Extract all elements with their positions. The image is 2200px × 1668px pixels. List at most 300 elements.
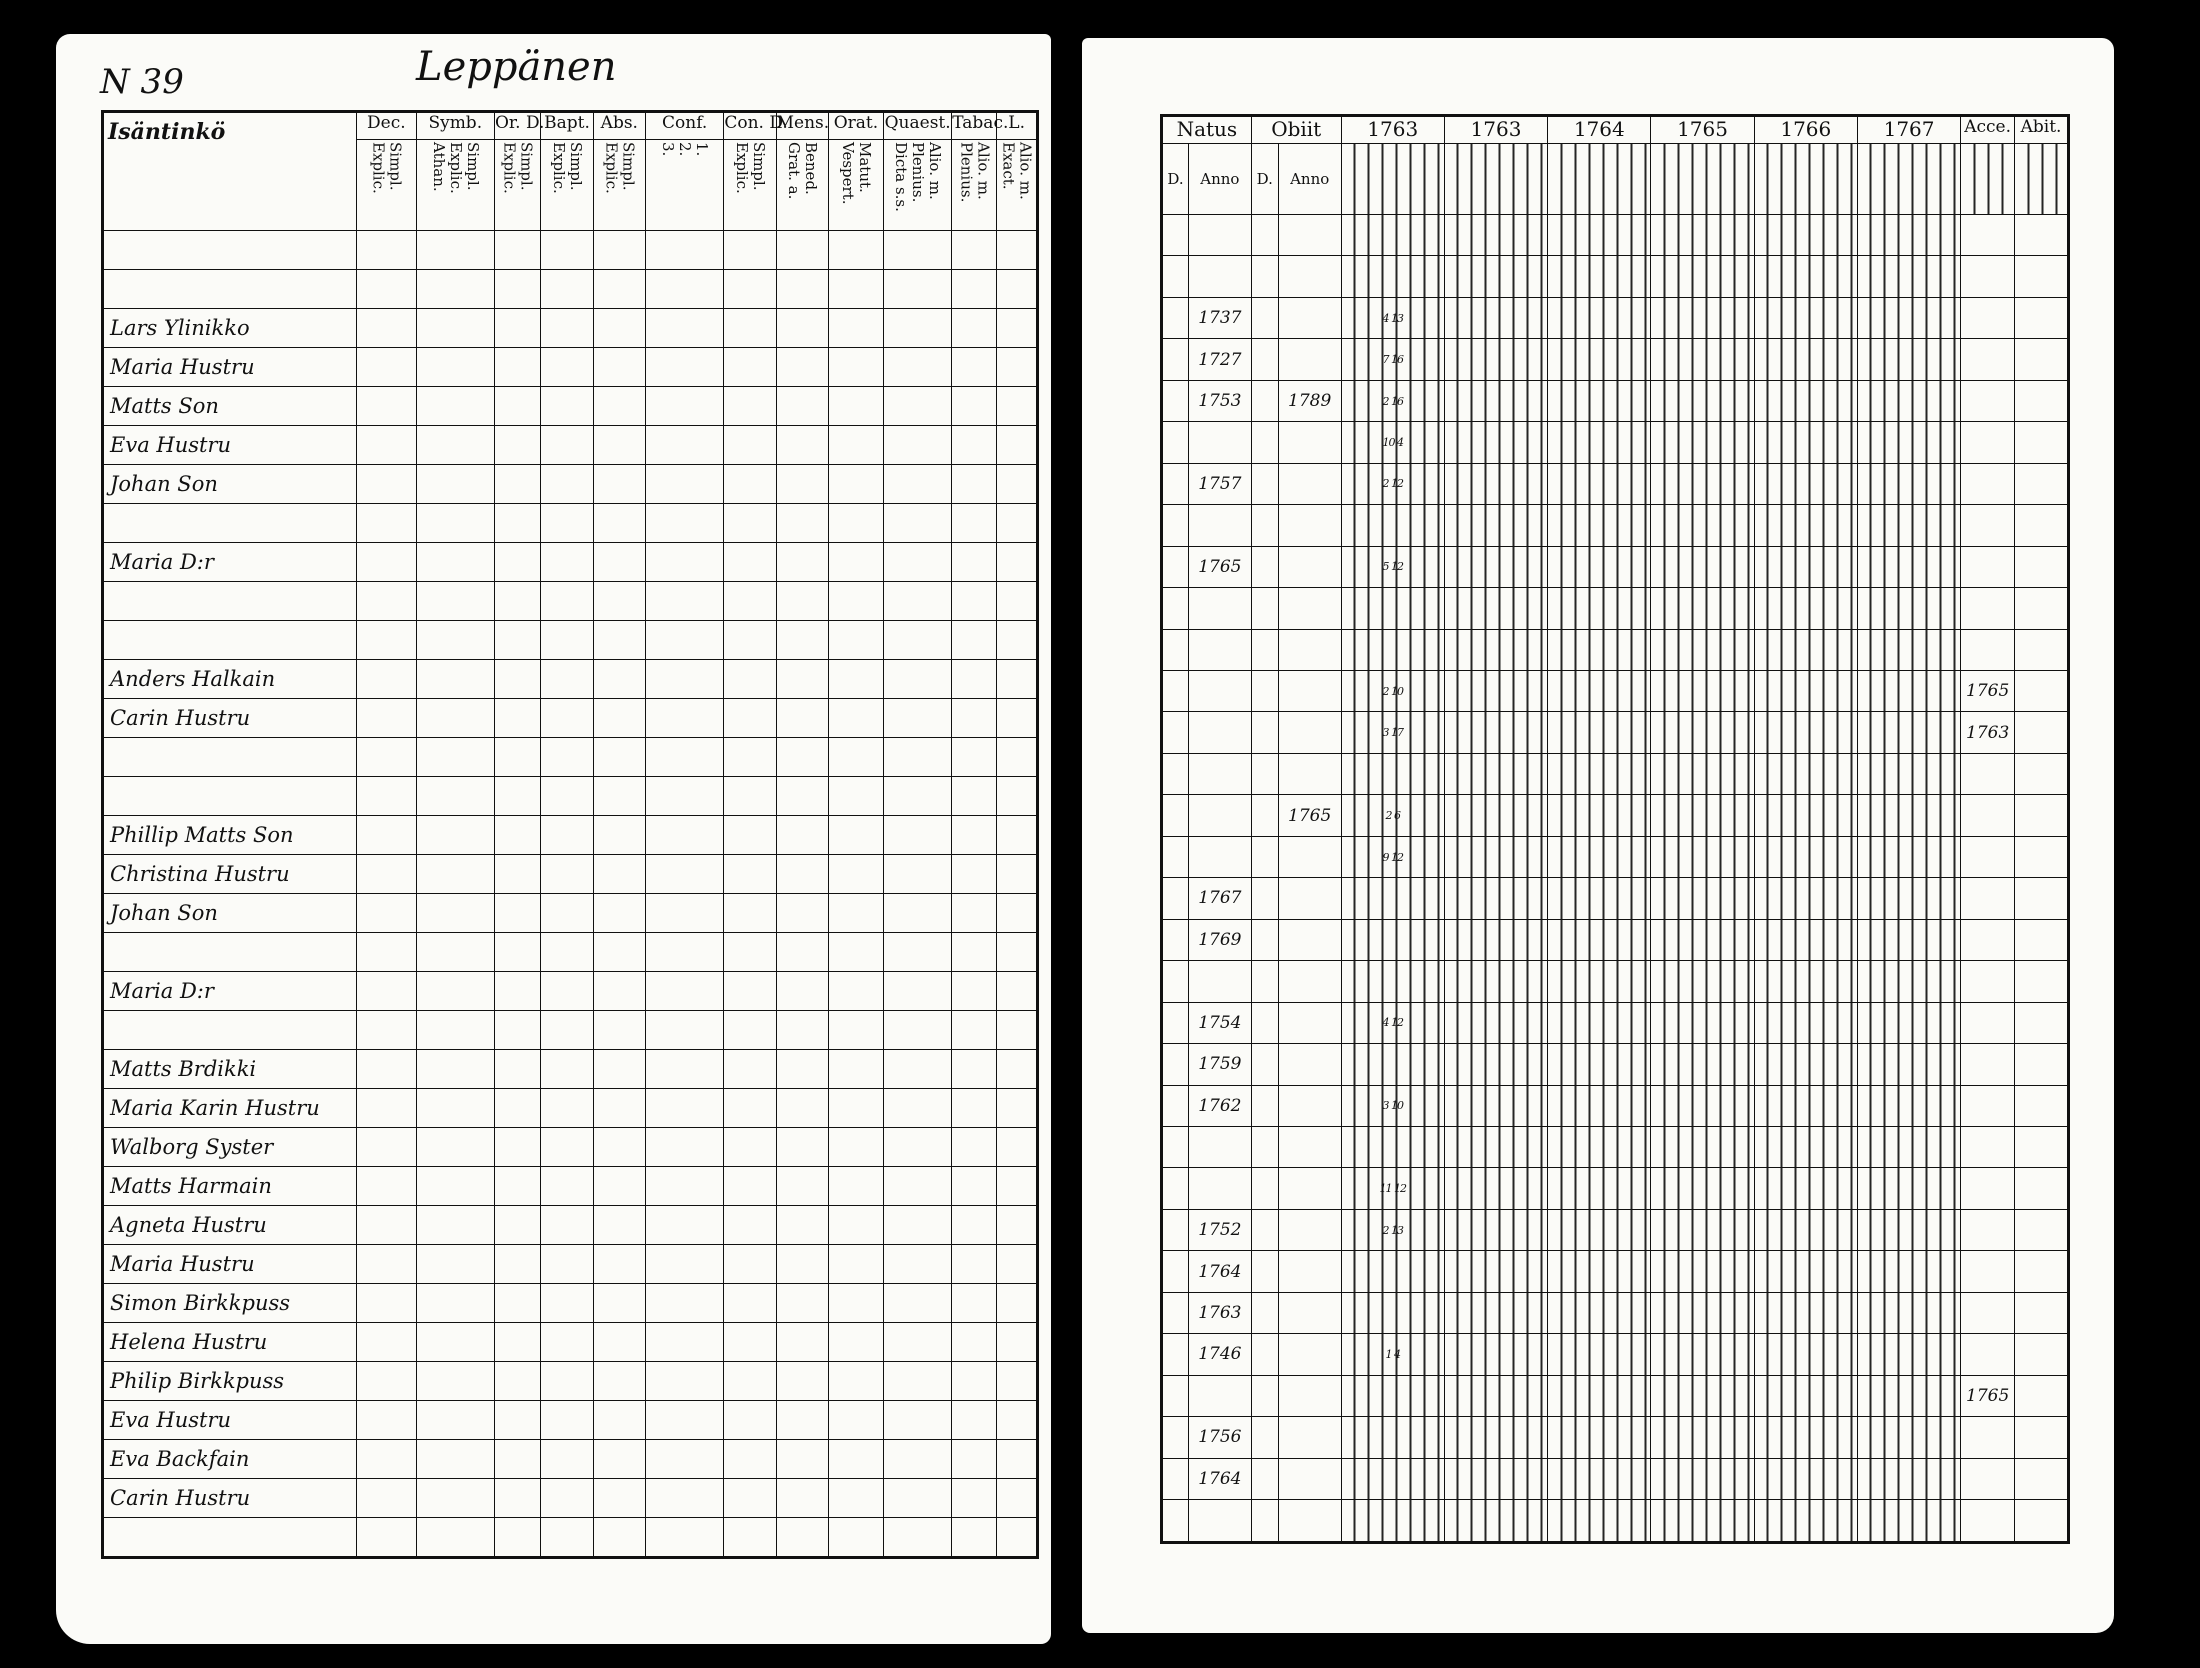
column-subheaders-2: [494, 140, 540, 231]
obiit-day-cell: [1251, 712, 1278, 753]
year-tally-cell: [1341, 1500, 1444, 1543]
tally-cell: [494, 894, 540, 933]
tally-cell: [828, 972, 883, 1011]
abiit-cell: [2015, 215, 2069, 256]
tally-cell: [416, 1050, 494, 1089]
person-name: [103, 1011, 357, 1050]
tally-cell: [593, 894, 645, 933]
tally-cell: [357, 1206, 417, 1245]
register-row: [1162, 919, 2069, 960]
abiit-cell: [2015, 961, 2069, 1002]
parish-title: Leppänen: [416, 44, 617, 90]
tally-cell: [828, 660, 883, 699]
tally-cell: [593, 1362, 645, 1401]
tally-cell: [541, 1284, 593, 1323]
person-name: Eva Backfain: [103, 1440, 357, 1479]
obiit-year-cell: 1765: [1278, 795, 1341, 836]
subheader-label: 3.: [659, 142, 678, 157]
column-header-4: Abs.: [593, 112, 645, 140]
tally-cell: [724, 855, 776, 894]
tally-cell: [541, 1206, 593, 1245]
obiit-day-cell: [1251, 1251, 1278, 1292]
person-name: Matts Brdikki: [103, 1050, 357, 1089]
tally-cell: [724, 621, 776, 660]
tally-cell: [416, 426, 494, 465]
year-tally-cell: [1548, 878, 1651, 919]
person-name: Helena Hustru: [103, 1323, 357, 1362]
tally-cell: [997, 582, 1038, 621]
subheader-label: Simpl.: [567, 142, 586, 191]
register-row: [103, 1479, 1038, 1518]
tally-cell: [494, 816, 540, 855]
year-tally-cell: [1341, 505, 1444, 546]
year-tally-cell: [1754, 505, 1857, 546]
obiit-year-cell: [1278, 836, 1341, 877]
tally-cell: [884, 816, 952, 855]
year-tally-cell: [1754, 1209, 1857, 1250]
tally-cell: [645, 699, 723, 738]
tally-cell: [952, 933, 997, 972]
tally-cell: [776, 1323, 828, 1362]
tally-cell: [593, 1401, 645, 1440]
obiit-year-cell: [1278, 1375, 1341, 1416]
tally-cell: [997, 1401, 1038, 1440]
abiit-cell: [2015, 256, 2069, 297]
column-header-0: Dec.: [357, 112, 417, 140]
year-tally-cell: [1548, 795, 1651, 836]
obiit-year-cell: [1278, 505, 1341, 546]
tally-cell: [541, 543, 593, 582]
tally-cell: [494, 738, 540, 777]
natus-day-cell: [1162, 1417, 1189, 1458]
obiit-day-cell: [1251, 753, 1278, 794]
register-row: [103, 270, 1038, 309]
tally-cell: [416, 699, 494, 738]
tally-cell: [494, 1089, 540, 1128]
year-tally-cell: [1341, 919, 1444, 960]
register-row: [1162, 339, 2069, 380]
folio-number: N 39: [100, 62, 184, 102]
subheader-label: Plenius.: [909, 142, 928, 203]
year-tally-cell: [1754, 1375, 1857, 1416]
abiit-cell: [2015, 753, 2069, 794]
accessit-header: Acce.: [1961, 116, 2015, 144]
tally-cell: [645, 543, 723, 582]
tally-cell: [952, 426, 997, 465]
tally-cell: [724, 1440, 776, 1479]
year-tally-cell: [1651, 422, 1754, 463]
tally-cell: [645, 348, 723, 387]
natus-year-cell: 1763: [1188, 1292, 1251, 1333]
tally-cell: [828, 1518, 883, 1558]
year-tally-cell: [1651, 836, 1754, 877]
subheader-label: Simpl.: [463, 142, 482, 191]
tally-cell: [952, 1206, 997, 1245]
accessit-cell: [1961, 1251, 2015, 1292]
tally-cell: [828, 621, 883, 660]
year-tally-cell: [1548, 1126, 1651, 1167]
tally-cell: [828, 699, 883, 738]
tally-cell: [645, 1362, 723, 1401]
natus-day-cell: [1162, 1002, 1189, 1043]
year-tally-cell: [1548, 1251, 1651, 1292]
natus-day-cell: [1162, 1500, 1189, 1543]
tally-cell: [828, 1128, 883, 1167]
tally-cell: [724, 894, 776, 933]
tally-cell: [724, 1206, 776, 1245]
tally-cell: [828, 1362, 883, 1401]
tally-cell: [416, 1167, 494, 1206]
obiit-year-cell: [1278, 753, 1341, 794]
obiit-day-cell: [1251, 670, 1278, 711]
year-tally-cell: [1857, 1251, 1960, 1292]
tally-cell: [494, 621, 540, 660]
abiit-cell: [2015, 1417, 2069, 1458]
tally-cell: [776, 270, 828, 309]
year-tally-cell: [1754, 1168, 1857, 1209]
tally-cell: [494, 465, 540, 504]
tally-cell: [952, 309, 997, 348]
register-row: [1162, 1044, 2069, 1085]
subheader-label: Explic.: [602, 142, 621, 194]
tally-cell: [357, 933, 417, 972]
tally-cell: [541, 777, 593, 816]
year-subcolumns: [1961, 144, 2015, 215]
obiit-day-cell: [1251, 215, 1278, 256]
obiit-year-cell: [1278, 712, 1341, 753]
year-tally-cell: [1444, 629, 1547, 670]
tally-cell: [724, 1089, 776, 1128]
tally-cell: [776, 504, 828, 543]
tally-cell: [997, 699, 1038, 738]
person-name: Carin Hustru: [103, 1479, 357, 1518]
register-row: [1162, 1292, 2069, 1333]
tally-cell: [776, 582, 828, 621]
accessit-cell: [1961, 256, 2015, 297]
tally-cell: [645, 582, 723, 621]
obiit-year-cell: [1278, 463, 1341, 504]
register-row: [103, 1050, 1038, 1089]
accessit-cell: [1961, 463, 2015, 504]
tally-cell: [884, 1284, 952, 1323]
natus-day-cell: [1162, 1334, 1189, 1375]
abiit-cell: [2015, 1168, 2069, 1209]
register-row: [1162, 1085, 2069, 1126]
register-row: [103, 387, 1038, 426]
year-tally-cell: [1857, 1002, 1960, 1043]
register-row: [1162, 1251, 2069, 1292]
year-tally-cell: [1341, 753, 1444, 794]
tally-cell: [357, 1128, 417, 1167]
year-tally-cell: [1651, 463, 1754, 504]
year-tally-cell: [1651, 1334, 1754, 1375]
tally-cell: [952, 972, 997, 1011]
tally-cell: [952, 1284, 997, 1323]
register-row: [1162, 422, 2069, 463]
year-tally-cell: [1548, 256, 1651, 297]
year-tally-cell: [1444, 961, 1547, 1002]
tally-cell: [645, 1128, 723, 1167]
tally-cell: [541, 972, 593, 1011]
tally-cell: [884, 1401, 952, 1440]
tally-cell: [645, 1011, 723, 1050]
register-row: [103, 972, 1038, 1011]
tally-cell: [416, 1323, 494, 1362]
tally-cell: [952, 894, 997, 933]
tally-cell: [997, 309, 1038, 348]
abiit-cell: [2015, 836, 2069, 877]
year-tally-cell: [1754, 629, 1857, 670]
year-tally-cell: [1548, 836, 1651, 877]
tally-cell: [494, 348, 540, 387]
subheader-label: Dicta s.s.: [892, 142, 911, 212]
tally-cell: [724, 1362, 776, 1401]
obiit-day-cell: [1251, 1002, 1278, 1043]
tally-cell: [645, 855, 723, 894]
year-tally-cell: [1857, 1500, 1960, 1543]
tally-cell: [884, 1011, 952, 1050]
tally-cell: [416, 504, 494, 543]
tally-cell: [884, 660, 952, 699]
tally-cell: [494, 1050, 540, 1089]
year-tally-cell: [1548, 297, 1651, 338]
tally-cell: [884, 855, 952, 894]
year-tally-cell: [1651, 1044, 1754, 1085]
year-tally-cell: [1548, 1334, 1651, 1375]
year-tally-cell: [1651, 1500, 1754, 1543]
accessit-cell: 1765: [1961, 670, 2015, 711]
register-row: [1162, 215, 2069, 256]
register-row: [103, 465, 1038, 504]
tally-cell: [645, 387, 723, 426]
tally-cell: [776, 1128, 828, 1167]
obiit-year-cell: [1278, 878, 1341, 919]
tally-cell: [724, 738, 776, 777]
year-tally-cell: [1651, 505, 1754, 546]
tally-cell: [416, 621, 494, 660]
obiit-day-cell: [1251, 919, 1278, 960]
tally-cell: [593, 231, 645, 270]
tally-cell: [724, 582, 776, 621]
accessit-cell: [1961, 1292, 2015, 1333]
tally-cell: [416, 1362, 494, 1401]
tally-cell: [593, 543, 645, 582]
subheader-label: Explic.: [369, 142, 388, 194]
left-register-table: [101, 110, 1039, 1559]
year-tally-cell: [1754, 1002, 1857, 1043]
natus-day-cell: [1162, 1458, 1189, 1499]
year-tally-cell: [1651, 878, 1754, 919]
person-name: Christina Hustru: [103, 855, 357, 894]
tally-cell: [416, 387, 494, 426]
accessit-cell: [1961, 588, 2015, 629]
register-row: [1162, 546, 2069, 587]
tally-cell: [541, 1362, 593, 1401]
register-row: [1162, 1126, 2069, 1167]
tally-cell: [952, 1518, 997, 1558]
tally-cell: [541, 1518, 593, 1558]
person-name: Maria Karin Hustru: [103, 1089, 357, 1128]
tally-cell: [494, 504, 540, 543]
year-tally-cell: [1651, 1209, 1754, 1250]
tally-cell: [776, 972, 828, 1011]
column-header-7: Mens.: [776, 112, 828, 140]
tally-cell: [952, 543, 997, 582]
column-subheaders-1: [416, 140, 494, 231]
accessit-cell: [1961, 1209, 2015, 1250]
tally-cell: [828, 348, 883, 387]
natus-year-cell: [1188, 629, 1251, 670]
person-name: Maria D:r: [103, 543, 357, 582]
tally-cell: [828, 270, 883, 309]
year-tally-cell: [1754, 795, 1857, 836]
tally-cell: [776, 1245, 828, 1284]
tally-cell: [357, 777, 417, 816]
tally-cell: [494, 543, 540, 582]
column-header-2: Or. D.: [494, 112, 540, 140]
tally-cell: [884, 1245, 952, 1284]
tally-cell: [494, 1440, 540, 1479]
year-tally-cell: [1754, 836, 1857, 877]
tally-cell: [357, 504, 417, 543]
natus-day-cell: [1162, 546, 1189, 587]
obiit-header: Obiit: [1251, 116, 1341, 144]
year-tally-cell: 10 4: [1341, 422, 1444, 463]
tally-cell: [593, 387, 645, 426]
year-tally-cell: [1444, 1458, 1547, 1499]
tally-cell: [357, 1479, 417, 1518]
tally-cell: [997, 1362, 1038, 1401]
register-row: [103, 1128, 1038, 1167]
tally-cell: [724, 1479, 776, 1518]
tally-cell: [357, 1167, 417, 1206]
left-register-page: [56, 34, 1051, 1644]
person-name: Johan Son: [103, 465, 357, 504]
natus-day-cell: [1162, 1168, 1189, 1209]
tally-cell: [776, 1050, 828, 1089]
abiit-cell: [2015, 380, 2069, 421]
tally-cell: [724, 1401, 776, 1440]
natus-year-cell: [1188, 795, 1251, 836]
tally-cell: [357, 660, 417, 699]
subheader-label: Alio. m.: [926, 142, 945, 200]
accessit-cell: [1961, 505, 2015, 546]
tally-cell: [952, 1089, 997, 1128]
subheader-label: Alio. m.: [974, 142, 993, 200]
tally-cell: [416, 543, 494, 582]
year-tally-cell: [1444, 1417, 1547, 1458]
year-tally-cell: [1754, 1044, 1857, 1085]
tally-cell: [645, 972, 723, 1011]
tally-cell: [884, 972, 952, 1011]
year-tally-cell: 4 13: [1341, 297, 1444, 338]
year-tally-cell: [1651, 215, 1754, 256]
obiit-year-cell: [1278, 1334, 1341, 1375]
natus-day-cell: [1162, 339, 1189, 380]
tally-cell: [416, 582, 494, 621]
year-tally-cell: [1857, 1334, 1960, 1375]
tally-cell: [997, 1050, 1038, 1089]
tally-cell: [645, 426, 723, 465]
tally-cell: [776, 1284, 828, 1323]
year-header-4: 1766: [1754, 116, 1857, 144]
register-row: [103, 543, 1038, 582]
year-tally-cell: [1754, 712, 1857, 753]
accessit-cell: [1961, 1085, 2015, 1126]
year-tally-cell: [1651, 753, 1754, 794]
person-name: Simon Birkkpuss: [103, 1284, 357, 1323]
register-row: [103, 738, 1038, 777]
subheader-label: Grat. a.: [785, 142, 804, 200]
tally-cell: [997, 1128, 1038, 1167]
register-row: [1162, 1417, 2069, 1458]
tally-cell: [416, 894, 494, 933]
register-row: [1162, 505, 2069, 546]
natus-day-cell: [1162, 1209, 1189, 1250]
obiit-day-cell: [1251, 1375, 1278, 1416]
tally-cell: [952, 1479, 997, 1518]
tally-cell: [593, 1518, 645, 1558]
tally-cell: [828, 231, 883, 270]
tally-cell: [416, 348, 494, 387]
obiit-day-cell: [1251, 1334, 1278, 1375]
tally-cell: [357, 1284, 417, 1323]
accessit-cell: [1961, 380, 2015, 421]
abiit-cell: [2015, 546, 2069, 587]
tally-cell: [357, 348, 417, 387]
year-tally-cell: [1548, 1458, 1651, 1499]
year-tally-cell: [1548, 380, 1651, 421]
tally-cell: [724, 1011, 776, 1050]
year-tally-cell: [1341, 256, 1444, 297]
tally-cell: [416, 816, 494, 855]
obiit-day-cell: [1251, 588, 1278, 629]
year-tally-cell: [1651, 712, 1754, 753]
tally-cell: [494, 777, 540, 816]
tally-cell: [645, 1479, 723, 1518]
year-tally-cell: [1444, 753, 1547, 794]
year-tally-cell: [1857, 588, 1960, 629]
tally-cell: [724, 426, 776, 465]
tally-cell: [828, 894, 883, 933]
natus-year-cell: 1754: [1188, 1002, 1251, 1043]
tally-cell: [997, 231, 1038, 270]
tally-cell: [952, 1167, 997, 1206]
tally-cell: [776, 1518, 828, 1558]
natus-year-cell: [1188, 670, 1251, 711]
tally-cell: [645, 621, 723, 660]
person-name: Walborg Syster: [103, 1128, 357, 1167]
year-tally-cell: [1857, 961, 1960, 1002]
tally-cell: [724, 1323, 776, 1362]
tally-cell: [724, 1518, 776, 1558]
register-row: [103, 1362, 1038, 1401]
tally-cell: [416, 1479, 494, 1518]
obiit-year-cell: [1278, 215, 1341, 256]
tally-cell: [593, 426, 645, 465]
subheader-label: Explic.: [550, 142, 569, 194]
tally-cell: [645, 1167, 723, 1206]
tally-cell: [645, 777, 723, 816]
tally-cell: [776, 543, 828, 582]
tally-cell: [593, 309, 645, 348]
year-tally-cell: [1341, 1417, 1444, 1458]
year-tally-cell: [1651, 546, 1754, 587]
column-subheaders-3: [541, 140, 593, 231]
person-name: [103, 270, 357, 309]
tally-cell: [952, 1050, 997, 1089]
natus-day-cell: [1162, 380, 1189, 421]
